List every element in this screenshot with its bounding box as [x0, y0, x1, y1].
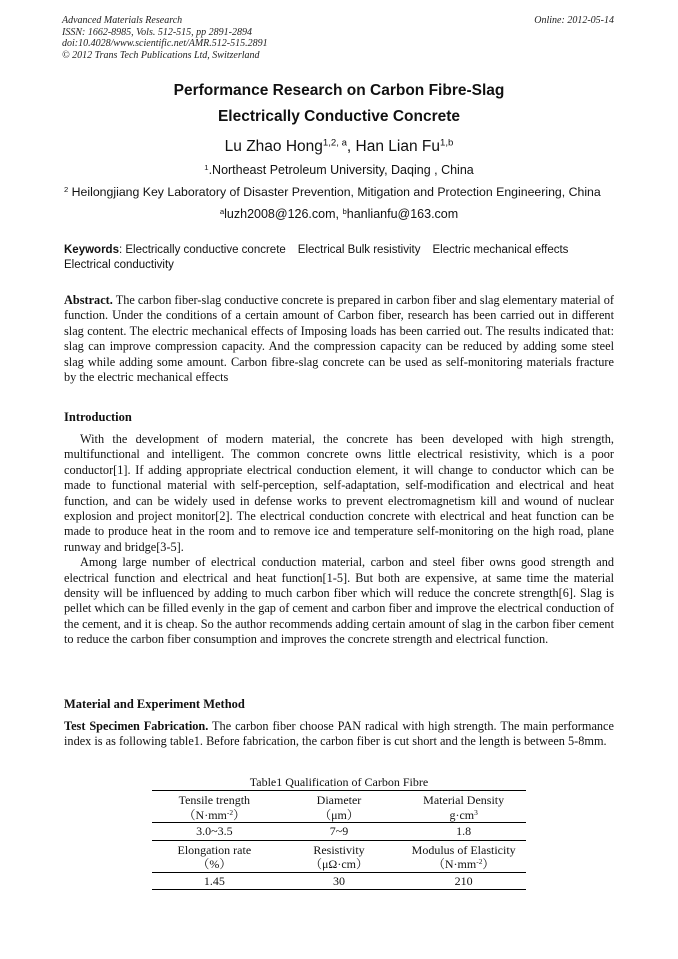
table-unit-cell: $g\cdot cm^3$	[449, 807, 478, 822]
table-header-row-1	[152, 791, 526, 808]
paper-title-line-2: Electrically Conductive Concrete	[217, 108, 461, 125]
affiliation-1-text: .Northeast Petroleum University, Daqing , China	[208, 163, 474, 177]
table-unit-row-1	[152, 808, 526, 823]
doi-line: doi:10.4028/www.scientific.net/AMR.512-515.2891	[62, 38, 268, 49]
introduction-paragraph-1: With the development of modern material, the concrete has been developed with high strength, multifunctional and intelligent. The common concrete owns little electrical resistivity, which is a poor conductor[1]. If adding appropriate electrical conduction element, it will change to conductor which can be made to functional material with self-perception, self-adaptation, self-modification and electrical and heat function, and can be widely used in defense works to prevent electromagnetism kill and wound of nuclear explosion and project monitor[2]. The electrical conduction concrete with electrical and heat function can be made to produce heat in the room and to remove ice and temperature self-monitoring on the high road, plane runway and bridge[3-5].	[64, 432, 614, 554]
table-unit-cell: （%）	[197, 857, 232, 871]
abstract-label: Abstract.	[64, 293, 113, 307]
keyword-2: Electrical Bulk resistivity	[297, 244, 421, 256]
issn-line: ISSN: 1662-8985, Vols. 512-515, pp 2891-2894	[62, 26, 252, 38]
method-heading: Material and Experiment Method	[64, 697, 245, 711]
table-header-cell: Modulus of Elasticity	[411, 842, 516, 857]
table-cell: 30	[332, 873, 345, 888]
table-caption: Table1 Qualification of Carbon Fibre	[249, 775, 429, 789]
table-cell: 1.8	[456, 824, 472, 838]
keywords-label: Keywords	[64, 244, 119, 256]
paper-title-line-1: Performance Research on Carbon Fibre-Slag	[173, 82, 505, 99]
table-cell: 7~9	[329, 824, 349, 838]
email-b: hanlianfu@163.com	[346, 207, 459, 221]
affiliation-1-mark: 1	[204, 162, 209, 172]
keywords	[64, 243, 614, 273]
keyword-1: Electrically conductive concrete	[125, 244, 286, 256]
author-1-name: Lu Zhao Hong	[224, 138, 323, 155]
journal-header	[62, 15, 268, 61]
table-header-cell: Diameter	[316, 793, 362, 807]
keywords-colon: :	[118, 244, 126, 256]
table-unit-cell: $(N\cdot mm^{-2})$	[432, 856, 495, 871]
table-value-row-1	[152, 823, 526, 841]
introduction-heading: Introduction	[64, 410, 132, 424]
journal-name: Advanced Materials Research	[62, 15, 183, 26]
email-a: luzh2008@126.com,	[224, 207, 343, 221]
author-2-affil: 1,b	[440, 137, 454, 149]
email-b-mark: b	[342, 206, 347, 216]
abstract-text: The carbon fiber-slag conductive concrete is prepared in carbon fiber and slag elementary material of function. Under the conditions of a certain amount of Carbon fiber, research has been carried out in different slag content. The electric mechanical effects of Imposing loads has been carried out. The results indicated that: slag can improve compression capacity. And the compression capacity can be reduced by adding some steel slag while adding some amount. Carbon fibre-slag concrete can be used as self-monitoring materials fracture by the electric mechanical effects	[64, 293, 614, 385]
method-body	[64, 719, 614, 750]
carbon-fibre-table	[152, 790, 526, 890]
table-unit-cell: （μm）	[319, 807, 359, 822]
method-sub-label: Test Specimen Fabrication.	[64, 719, 209, 733]
author-2-name: Han Lian Fu	[355, 138, 440, 155]
table-value-row-2	[152, 872, 526, 890]
table-header-cell: Material Density	[423, 793, 505, 807]
author-1-affil: 1,2, a	[322, 137, 347, 149]
online-date: Online: 2012-05-14	[534, 15, 614, 26]
copyright-line: © 2012 Trans Tech Publications Ltd, Switzerland	[62, 49, 260, 61]
keyword-4: Electrical conductivity	[64, 259, 174, 271]
affiliation-2-mark: 2	[64, 184, 69, 194]
affiliation-2-text: Heilongjiang Key Laboratory of Disaster Prevention, Mitigation and Protection Engineering, China	[68, 185, 601, 199]
table-header-cell: Resistivity	[313, 842, 365, 857]
abstract	[64, 293, 614, 385]
keyword-3: Electric mechanical effects	[432, 244, 569, 256]
table-cell: 3.0~3.5	[196, 824, 233, 838]
table-header-row-2	[152, 840, 526, 857]
email-a-mark: a	[219, 206, 225, 216]
table-cell: 210	[454, 873, 473, 888]
author-line	[0, 138, 678, 156]
table-header-cell: Tensile trength	[178, 793, 251, 807]
table-unit-cell: $(N\cdot mm^{-2})$	[183, 807, 246, 822]
affiliation-1	[0, 163, 678, 177]
table-unit-cell: （μΩ·cm）	[309, 857, 368, 871]
table-header-cell: Elongation rate	[177, 842, 252, 857]
method-text: The carbon fiber choose PAN radical with high strength. The main performance index is as following table1. Before fabrication, the carbon fiber is cut short and the length is between 5-8mm.	[64, 719, 614, 749]
introduction-body	[64, 432, 614, 648]
author-separator: ,	[346, 138, 356, 155]
affiliation-2	[64, 185, 601, 199]
introduction-paragraph-2: Among large number of electrical conduction material, carbon and steel fiber owns good strength and electrical function and electrical and heat function[1-5]. But both are expensive, at same time the material density will be influenced by adding to much carbon fiber which will reduce the concrete strength[6]. Slag is pellet which can be filled evenly in the gap of cement and carbon fiber and improve the electrical conduction of the cement, and it is cheap. So the author recommends adding certain amount of slag in the carbon fiber cement to reduce the carbon fiber consumption and improves the concrete strength and electrical function.	[64, 555, 614, 647]
email-line	[0, 207, 678, 221]
table-unit-row-2	[152, 857, 526, 872]
table-cell: 1.45	[203, 873, 225, 888]
